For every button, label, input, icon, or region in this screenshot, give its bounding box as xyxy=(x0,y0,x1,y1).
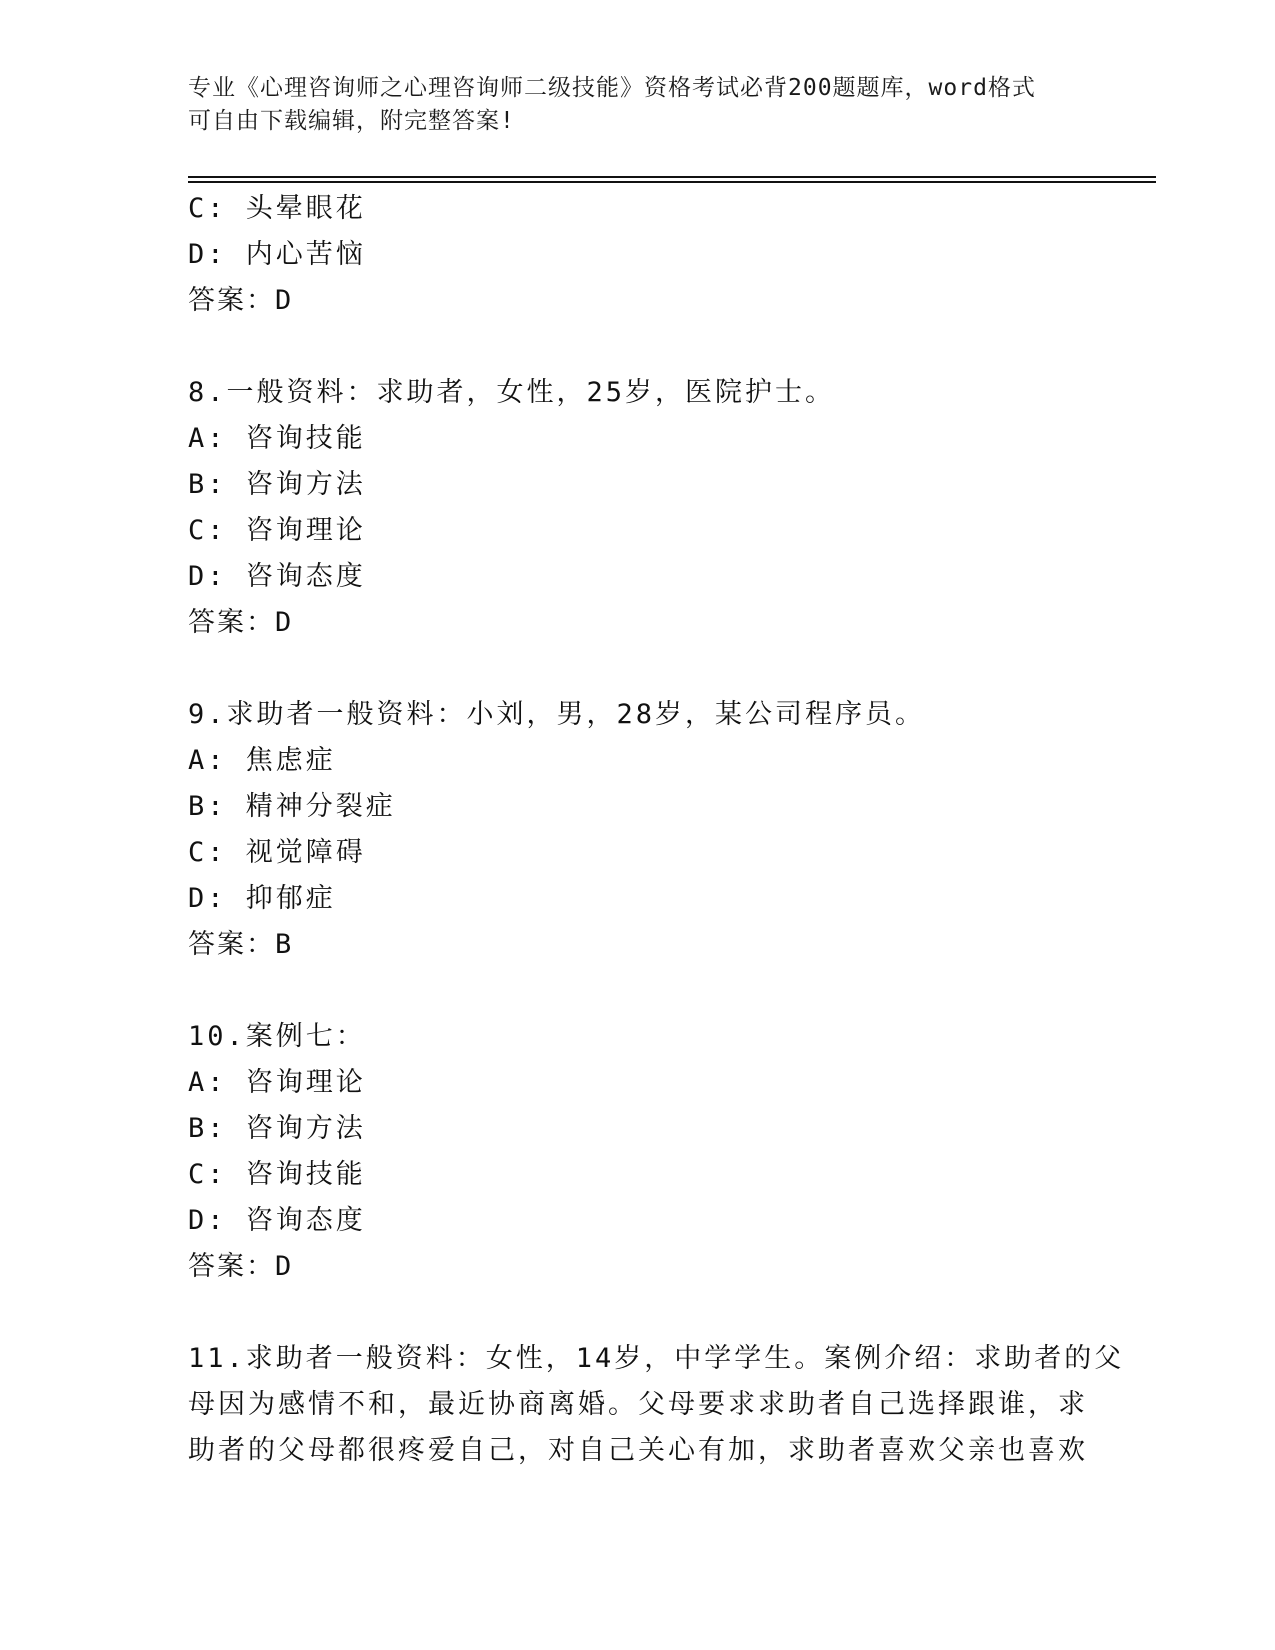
header-line-2: 可自由下载编辑，附完整答案! xyxy=(188,108,515,134)
option-b: B: 精神分裂症 xyxy=(188,791,396,822)
option-b: B: 咨询方法 xyxy=(188,469,366,500)
option-c: C: 咨询理论 xyxy=(188,515,366,546)
option-a: A: 咨询技能 xyxy=(188,423,366,454)
option-d: D: 抑郁症 xyxy=(188,883,336,914)
spacer xyxy=(188,324,1088,370)
option-d: D: 咨询态度 xyxy=(188,561,366,592)
question-8 xyxy=(188,370,1088,646)
question-title: 9.求助者一般资料：小刘，男，28岁，某公司程序员。 xyxy=(188,699,926,730)
question-title: 8.一般资料：求助者，女性，25岁，医院护士。 xyxy=(188,377,836,408)
paragraph-line: 11.求助者一般资料：女性，14岁，中学学生。案例介绍：求助者的父 xyxy=(188,1343,1125,1374)
spacer xyxy=(188,1290,1088,1336)
paragraph-line: 母因为感情不和，最近协商离婚。父母要求求助者自己选择跟谁，求 xyxy=(188,1389,1088,1420)
document-header xyxy=(188,72,1088,138)
option-a: A: 焦虑症 xyxy=(188,745,336,776)
answer-line: 答案：B xyxy=(188,929,294,960)
question-11 xyxy=(188,1336,1125,1474)
answer-line: 答案：D xyxy=(188,285,294,316)
option-c: C: 咨询技能 xyxy=(188,1159,366,1190)
header-divider-bottom xyxy=(188,181,1156,183)
question-10 xyxy=(188,1014,1088,1290)
question-9 xyxy=(188,692,1088,968)
document-body xyxy=(188,186,1125,1474)
header-line-1: 专业《心理咨询师之心理咨询师二级技能》资格考试必背200题题库，word格式 xyxy=(188,75,1036,101)
option-d: D: 咨询态度 xyxy=(188,1205,366,1236)
option-a: A: 咨询理论 xyxy=(188,1067,366,1098)
question-title: 10.案例七： xyxy=(188,1021,366,1052)
header-divider-top xyxy=(188,176,1156,178)
paragraph-line: 助者的父母都很疼爱自己，对自己关心有加，求助者喜欢父亲也喜欢 xyxy=(188,1435,1088,1466)
answer-line: 答案：D xyxy=(188,607,294,638)
option-d: D: 内心苦恼 xyxy=(188,239,366,270)
answer-line: 答案：D xyxy=(188,1251,294,1282)
question-7-continued xyxy=(188,186,1088,324)
option-b: B: 咨询方法 xyxy=(188,1113,366,1144)
option-c: C: 视觉障碍 xyxy=(188,837,366,868)
spacer xyxy=(188,968,1088,1014)
spacer xyxy=(188,646,1088,692)
option-c: C: 头晕眼花 xyxy=(188,193,366,224)
